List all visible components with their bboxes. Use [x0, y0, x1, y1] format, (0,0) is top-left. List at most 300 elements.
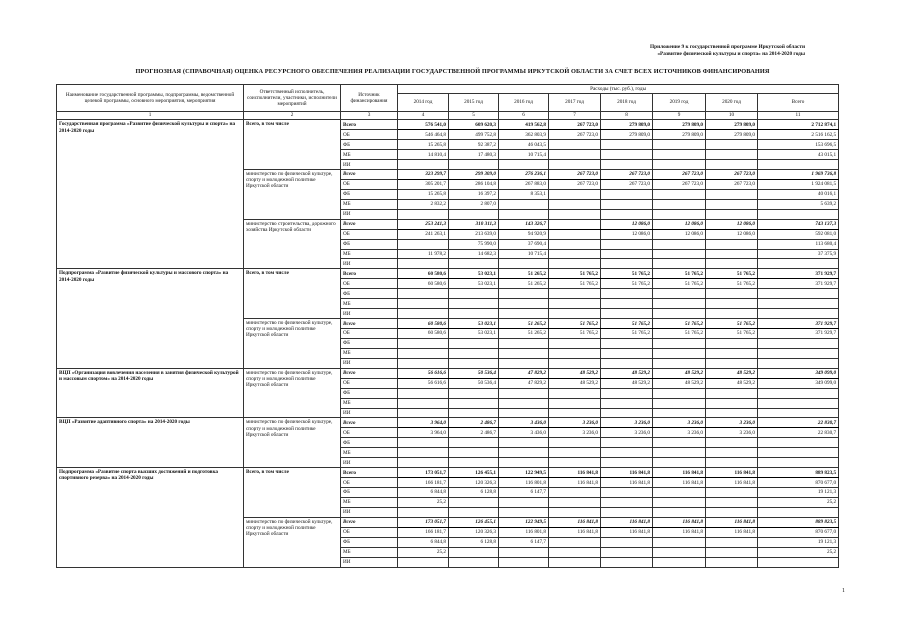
amount-cell: [549, 448, 601, 458]
total-cell: 889 823,5: [758, 517, 839, 527]
total-cell: [758, 408, 839, 418]
funding-source: ФБ: [341, 140, 398, 150]
responsible-executor: Всего, в том числе: [244, 269, 341, 319]
amount-cell: [706, 249, 758, 259]
amount-cell: 122 949,5: [499, 468, 549, 478]
amount-cell: [601, 497, 653, 507]
total-cell: 40 016,1: [758, 189, 839, 199]
amount-cell: [706, 488, 758, 498]
funding-source: ФБ: [341, 239, 398, 249]
amount-cell: 267 723,0: [549, 120, 601, 130]
funding-source: Всего: [341, 468, 398, 478]
header-total: Всего: [758, 93, 839, 111]
total-cell: 113 680,4: [758, 239, 839, 249]
total-cell: [758, 309, 839, 319]
responsible-executor: министерство строительства, дорожного хозяйства Иркутской области: [244, 219, 341, 269]
amount-cell: 51 765,2: [549, 279, 601, 289]
amount-cell: [601, 259, 653, 269]
amount-cell: [449, 289, 499, 299]
total-cell: 349 099,0: [758, 368, 839, 378]
total-cell: 22 830,7: [758, 418, 839, 428]
header-year: 2019 год: [653, 93, 706, 111]
amount-cell: [549, 189, 601, 199]
amount-cell: [449, 458, 499, 468]
amount-cell: 116 841,8: [601, 527, 653, 537]
amount-cell: 14 810,4: [398, 150, 449, 160]
amount-cell: [601, 299, 653, 309]
amount-cell: 126 455,1: [449, 517, 499, 527]
amount-cell: [706, 388, 758, 398]
amount-cell: [398, 448, 449, 458]
amount-cell: [549, 199, 601, 209]
amount-cell: 3 236,0: [601, 428, 653, 438]
amount-cell: [398, 160, 449, 170]
amount-cell: [706, 547, 758, 557]
amount-cell: 25,2: [398, 497, 449, 507]
amount-cell: 48 529,2: [601, 368, 653, 378]
amount-cell: 267 723,0: [706, 179, 758, 189]
funding-source: ИИ: [341, 160, 398, 170]
program-name: Подпрограмма «Развитие спорта высших достижений и подготовка спортивного резерва» на 2014-2020 годы: [57, 468, 244, 568]
total-cell: [758, 259, 839, 269]
amount-cell: 12 086,0: [706, 219, 758, 229]
amount-cell: [601, 408, 653, 418]
amount-cell: [549, 398, 601, 408]
column-number: 10: [706, 111, 758, 120]
amount-cell: 116 841,8: [706, 527, 758, 537]
total-cell: [758, 507, 839, 517]
funding-source: ОБ: [341, 279, 398, 289]
amount-cell: [549, 547, 601, 557]
amount-cell: 116 841,8: [653, 478, 706, 488]
amount-cell: 53 023,1: [449, 319, 499, 329]
column-number: 3: [341, 111, 398, 120]
amount-cell: 3 964,0: [398, 428, 449, 438]
funding-source: ФБ: [341, 537, 398, 547]
amount-cell: 3 964,0: [398, 418, 449, 428]
amount-cell: 12 086,0: [653, 229, 706, 239]
total-cell: 22 830,7: [758, 428, 839, 438]
responsible-executor: Всего, в том числе: [244, 120, 341, 170]
amount-cell: [549, 438, 601, 448]
amount-cell: 14 682,3: [449, 249, 499, 259]
amount-cell: 47 829,2: [499, 368, 549, 378]
amount-cell: [601, 309, 653, 319]
amount-cell: 53 023,1: [449, 329, 499, 339]
amount-cell: 51 265,2: [499, 329, 549, 339]
header-name: Наименование государственной программы, подпрограммы, ведомственной целевой программы, основного мероприятия, мероприятия: [57, 85, 244, 112]
total-cell: [758, 448, 839, 458]
amount-cell: 116 801,8: [499, 527, 549, 537]
responsible-executor: министерство по физической культуре, спорту и молодежной политике Иркутской области: [244, 368, 341, 418]
total-cell: [758, 160, 839, 170]
amount-cell: 546 464,8: [398, 130, 449, 140]
amount-cell: [653, 408, 706, 418]
amount-cell: 143 326,7: [499, 219, 549, 229]
amount-cell: [653, 150, 706, 160]
amount-cell: [499, 448, 549, 458]
total-cell: 2 712 874,1: [758, 120, 839, 130]
amount-cell: [706, 189, 758, 199]
amount-cell: [549, 160, 601, 170]
amount-cell: 609 620,3: [449, 120, 499, 130]
amount-cell: 51 765,2: [706, 269, 758, 279]
amount-cell: 75 990,0: [449, 239, 499, 249]
funding-source: ФБ: [341, 388, 398, 398]
amount-cell: [601, 388, 653, 398]
amount-cell: [653, 289, 706, 299]
amount-cell: [706, 299, 758, 309]
total-cell: 371 929,7: [758, 269, 839, 279]
funding-source: ОБ: [341, 478, 398, 488]
amount-cell: [653, 189, 706, 199]
funding-source: МБ: [341, 348, 398, 358]
amount-cell: [601, 338, 653, 348]
amount-cell: 25,2: [398, 547, 449, 557]
amount-cell: 2 486,7: [449, 428, 499, 438]
resource-table: [56, 84, 839, 568]
amount-cell: 2 807,0: [449, 199, 499, 209]
amount-cell: [653, 140, 706, 150]
amount-cell: 60 580,6: [398, 319, 449, 329]
amount-cell: 253 241,3: [398, 219, 449, 229]
amount-cell: 46 043,5: [499, 140, 549, 150]
funding-source: МБ: [341, 448, 398, 458]
amount-cell: [449, 557, 499, 567]
amount-cell: [706, 507, 758, 517]
amount-cell: 116 841,8: [549, 468, 601, 478]
amount-cell: [398, 358, 449, 368]
amount-cell: 2 486,7: [449, 418, 499, 428]
amount-cell: 241 263,1: [398, 229, 449, 239]
total-cell: [758, 398, 839, 408]
amount-cell: 122 949,5: [499, 517, 549, 527]
amount-cell: [499, 408, 549, 418]
amount-cell: 50 536,4: [449, 378, 499, 388]
amount-cell: [398, 338, 449, 348]
amount-cell: [653, 537, 706, 547]
amount-cell: [499, 199, 549, 209]
amount-cell: [398, 348, 449, 358]
column-number: 9: [653, 111, 706, 120]
funding-source: МБ: [341, 249, 398, 259]
total-cell: 1 969 736,8: [758, 170, 839, 180]
amount-cell: 116 841,8: [706, 468, 758, 478]
amount-cell: 51 765,2: [601, 279, 653, 289]
amount-cell: 8 353,1: [499, 189, 549, 199]
amount-cell: 116 841,8: [653, 527, 706, 537]
funding-source: Всего: [341, 120, 398, 130]
amount-cell: 173 051,7: [398, 468, 449, 478]
funding-source: МБ: [341, 497, 398, 507]
amount-cell: 51 265,2: [499, 279, 549, 289]
amount-cell: [549, 507, 601, 517]
header-source: Источник финансирования: [341, 85, 398, 112]
amount-cell: 267 723,0: [653, 170, 706, 180]
amount-cell: 10 715,4: [499, 249, 549, 259]
total-cell: 2 516 162,5: [758, 130, 839, 140]
amount-cell: [449, 438, 499, 448]
total-cell: 37 375,9: [758, 249, 839, 259]
amount-cell: [499, 338, 549, 348]
amount-cell: [549, 358, 601, 368]
amount-cell: [449, 160, 499, 170]
amount-cell: 3 236,0: [706, 418, 758, 428]
amount-cell: [601, 547, 653, 557]
amount-cell: 323 299,7: [398, 170, 449, 180]
amount-cell: [653, 458, 706, 468]
amount-cell: 3 436,0: [499, 418, 549, 428]
amount-cell: 47 829,2: [499, 378, 549, 388]
amount-cell: [601, 458, 653, 468]
amount-cell: 6 844,8: [398, 537, 449, 547]
amount-cell: 173 051,7: [398, 517, 449, 527]
total-cell: 1 924 081,5: [758, 179, 839, 189]
amount-cell: 12 086,0: [653, 219, 706, 229]
amount-cell: 116 841,8: [706, 478, 758, 488]
amount-cell: [549, 229, 601, 239]
amount-cell: 51 765,2: [601, 329, 653, 339]
amount-cell: 51 765,2: [653, 279, 706, 289]
amount-cell: 50 536,4: [449, 368, 499, 378]
amount-cell: 94 920,9: [499, 229, 549, 239]
total-cell: 889 823,5: [758, 468, 839, 478]
amount-cell: [449, 309, 499, 319]
total-cell: 349 099,0: [758, 378, 839, 388]
amount-cell: 279 809,0: [653, 130, 706, 140]
total-cell: [758, 557, 839, 567]
column-number-row: [57, 111, 839, 120]
amount-cell: 576 541,0: [398, 120, 449, 130]
funding-source: ИИ: [341, 259, 398, 269]
amount-cell: 60 580,6: [398, 279, 449, 289]
amount-cell: [549, 488, 601, 498]
amount-cell: 51 765,2: [653, 319, 706, 329]
amount-cell: 267 723,0: [549, 170, 601, 180]
amount-cell: [398, 299, 449, 309]
funding-source: МБ: [341, 547, 398, 557]
amount-cell: 48 529,2: [601, 378, 653, 388]
amount-cell: [449, 338, 499, 348]
column-number: 1: [57, 111, 244, 120]
amount-cell: 11 978,2: [398, 249, 449, 259]
column-number: 7: [549, 111, 601, 120]
amount-cell: 2 832,2: [398, 199, 449, 209]
amount-cell: [601, 537, 653, 547]
amount-cell: [653, 488, 706, 498]
amount-cell: 48 529,2: [549, 378, 601, 388]
amount-cell: 3 236,0: [549, 418, 601, 428]
amount-cell: [706, 150, 758, 160]
amount-cell: [398, 309, 449, 319]
total-cell: [758, 348, 839, 358]
funding-source: Всего: [341, 418, 398, 428]
amount-cell: [549, 537, 601, 547]
amount-cell: 267 883,0: [499, 179, 549, 189]
amount-cell: [398, 398, 449, 408]
responsible-executor: министерство по физической культуре, спорту и молодежной политике Иркутской области: [244, 517, 341, 567]
amount-cell: [706, 199, 758, 209]
total-cell: 592 081,0: [758, 229, 839, 239]
total-cell: 25,2: [758, 547, 839, 557]
amount-cell: [706, 557, 758, 567]
amount-cell: 286 104,8: [449, 179, 499, 189]
funding-source: Всего: [341, 517, 398, 527]
funding-source: ФБ: [341, 438, 398, 448]
amount-cell: [398, 557, 449, 567]
amount-cell: [653, 338, 706, 348]
amount-cell: [706, 497, 758, 507]
amount-cell: [706, 338, 758, 348]
table-row: [57, 368, 839, 378]
amount-cell: 12 086,0: [601, 219, 653, 229]
amount-cell: [706, 537, 758, 547]
column-number: 5: [449, 111, 499, 120]
funding-source: ФБ: [341, 488, 398, 498]
amount-cell: [499, 547, 549, 557]
funding-source: МБ: [341, 199, 398, 209]
amount-cell: 48 529,2: [706, 368, 758, 378]
funding-source: ИИ: [341, 309, 398, 319]
amount-cell: [653, 239, 706, 249]
amount-cell: 53 023,1: [449, 279, 499, 289]
amount-cell: 48 529,2: [653, 378, 706, 388]
amount-cell: 116 841,8: [653, 468, 706, 478]
appendix-line-1: Приложение 9 к государственной программе Иркутской области: [650, 44, 805, 50]
amount-cell: [653, 309, 706, 319]
amount-cell: [449, 448, 499, 458]
amount-cell: [449, 299, 499, 309]
amount-cell: 51 765,2: [549, 269, 601, 279]
amount-cell: 120 326,3: [449, 478, 499, 488]
amount-cell: [398, 408, 449, 418]
total-cell: 371 929,7: [758, 279, 839, 289]
table-row: [57, 269, 839, 279]
amount-cell: 56 616,6: [398, 368, 449, 378]
header-year: 2017 год: [549, 93, 601, 111]
amount-cell: 60 580,6: [398, 329, 449, 339]
amount-cell: 3 236,0: [653, 428, 706, 438]
amount-cell: 267 723,0: [549, 179, 601, 189]
total-cell: [758, 458, 839, 468]
amount-cell: [601, 348, 653, 358]
amount-cell: [706, 239, 758, 249]
funding-source: ОБ: [341, 378, 398, 388]
amount-cell: [601, 189, 653, 199]
amount-cell: [549, 259, 601, 269]
amount-cell: 6 128,8: [449, 537, 499, 547]
amount-cell: [601, 557, 653, 567]
column-number: 11: [758, 111, 839, 120]
amount-cell: [398, 259, 449, 269]
amount-cell: 116 841,8: [549, 517, 601, 527]
responsible-executor: министерство по физической культуре, спорту и молодежной политике Иркутской области: [244, 319, 341, 369]
amount-cell: [653, 438, 706, 448]
total-cell: 371 929,7: [758, 329, 839, 339]
amount-cell: 3 236,0: [706, 428, 758, 438]
amount-cell: 51 765,2: [601, 269, 653, 279]
amount-cell: 3 236,0: [549, 428, 601, 438]
amount-cell: 51 765,2: [706, 319, 758, 329]
funding-source: ИИ: [341, 458, 398, 468]
amount-cell: [499, 458, 549, 468]
column-number: 4: [398, 111, 449, 120]
amount-cell: [499, 259, 549, 269]
total-cell: 870 677,0: [758, 527, 839, 537]
amount-cell: [653, 557, 706, 567]
amount-cell: [449, 507, 499, 517]
amount-cell: [601, 438, 653, 448]
amount-cell: 15 265,8: [398, 189, 449, 199]
amount-cell: 267 723,0: [706, 170, 758, 180]
amount-cell: [398, 458, 449, 468]
amount-cell: 51 765,2: [706, 279, 758, 289]
amount-cell: [499, 160, 549, 170]
funding-source: ИИ: [341, 209, 398, 219]
funding-source: ИИ: [341, 408, 398, 418]
amount-cell: 299 309,0: [449, 170, 499, 180]
amount-cell: 116 841,8: [601, 478, 653, 488]
amount-cell: [549, 408, 601, 418]
amount-cell: [499, 209, 549, 219]
amount-cell: [706, 259, 758, 269]
amount-cell: [653, 547, 706, 557]
document-title: ПРОГНОЗНАЯ (СПРАВОЧНАЯ) ОЦЕНКА РЕСУРСНОГО ОБЕСПЕЧЕНИЯ РЕАЛИЗАЦИИ ГОСУДАРСТВЕННОЙ ПРОГРАММЫ ИРКУТСКОЙ ОБЛАСТИ ЗА СЧЕТ ВСЕХ ИСТОЧНИКОВ ФИНАНСИРОВАНИЯ: [135, 68, 770, 75]
amount-cell: [706, 140, 758, 150]
total-cell: 870 677,0: [758, 478, 839, 488]
total-cell: [758, 388, 839, 398]
amount-cell: [549, 219, 601, 229]
amount-cell: [449, 259, 499, 269]
table-row: [57, 120, 839, 130]
amount-cell: [549, 388, 601, 398]
funding-source: ОБ: [341, 428, 398, 438]
amount-cell: [398, 507, 449, 517]
header-year: 2015 год: [449, 93, 499, 111]
funding-source: Всего: [341, 219, 398, 229]
amount-cell: 10 715,4: [499, 150, 549, 160]
funding-source: ОБ: [341, 179, 398, 189]
amount-cell: [706, 408, 758, 418]
amount-cell: [449, 547, 499, 557]
funding-source: ИИ: [341, 557, 398, 567]
amount-cell: 60 580,6: [398, 269, 449, 279]
amount-cell: 51 765,2: [601, 319, 653, 329]
program-name: Государственная программа «Развитие физической культуры и спорта» на 2014-2020 годы: [57, 120, 244, 269]
amount-cell: 51 765,2: [706, 329, 758, 339]
amount-cell: [706, 438, 758, 448]
amount-cell: 279 809,0: [601, 120, 653, 130]
funding-source: МБ: [341, 150, 398, 160]
amount-cell: 116 801,8: [499, 478, 549, 488]
amount-cell: 213 639,0: [449, 229, 499, 239]
amount-cell: 279 809,0: [653, 120, 706, 130]
amount-cell: [549, 209, 601, 219]
amount-cell: [601, 249, 653, 259]
amount-cell: [499, 299, 549, 309]
funding-source: МБ: [341, 299, 398, 309]
amount-cell: 51 765,2: [653, 269, 706, 279]
funding-source: ИИ: [341, 507, 398, 517]
amount-cell: [549, 557, 601, 567]
amount-cell: [706, 209, 758, 219]
amount-cell: [653, 358, 706, 368]
amount-cell: 37 690,4: [499, 239, 549, 249]
amount-cell: [499, 388, 549, 398]
amount-cell: 267 723,0: [601, 179, 653, 189]
amount-cell: [653, 497, 706, 507]
amount-cell: 116 841,8: [653, 517, 706, 527]
